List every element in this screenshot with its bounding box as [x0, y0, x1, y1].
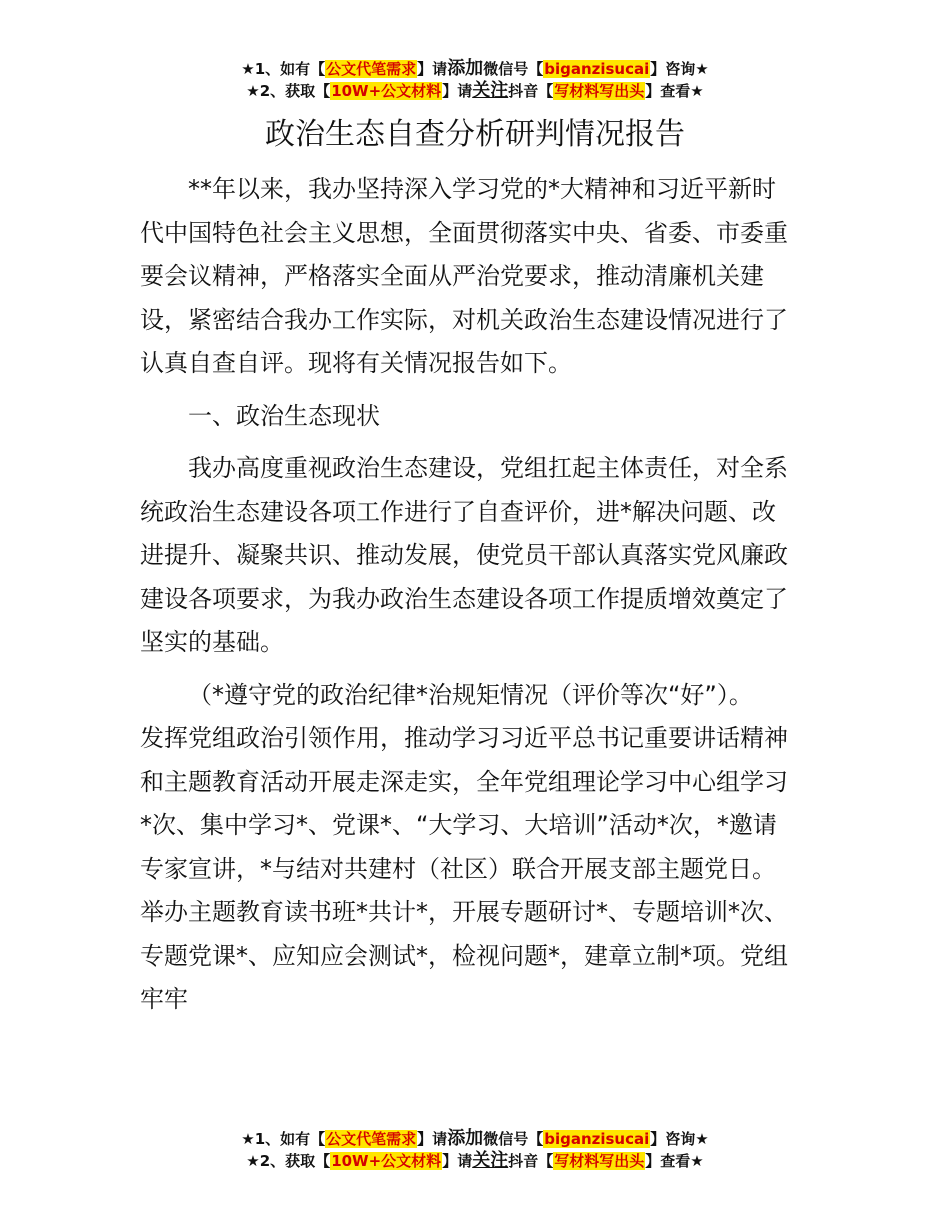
footer-banner — [0, 1128, 950, 1172]
header-banner-line-2: ★2、获取【10W+公文材料】请关注抖音【写材料写出头】查看★ — [246, 80, 704, 101]
star-icon: ★ — [690, 82, 704, 100]
document-title: 政治生态自查分析研判情况报告 — [265, 117, 685, 152]
star-icon: ★ — [695, 60, 709, 78]
star-icon: ★ — [246, 1152, 260, 1170]
star-icon: ★ — [695, 1130, 709, 1148]
highlight-wechat-id: biganzisucai — [544, 1130, 650, 1148]
highlight-service: 公文代笔需求 — [326, 60, 417, 78]
paragraph-discipline: （*遵守党的政治纪律*治规矩情况（评价等次“好”）。 发挥党组政治引领作用，推动学习习近平总书记重要讲话精神 和主题教育活动开展走深走实，全年党组理论学习中心组学习 *次、集中学习*、党课*、“大学习、大培训”活动*次，*邀请 专家宣讲，*与结对共建村（社区）联合开展支部主题党日。 举办主题教育读书班*共计*，开展专题研讨*、专题培训*次、 专题党课*、应知应会测试*，检视问题*，建章立制*项。党组 牢牢 — [140, 680, 788, 1013]
star-icon: ★ — [241, 60, 255, 78]
star-icon: ★ — [246, 82, 260, 100]
highlight-service: 公文代笔需求 — [326, 1130, 417, 1148]
star-icon: ★ — [690, 1152, 704, 1170]
highlight-materials: 10W+公文材料 — [331, 82, 442, 100]
highlight-wechat-id: biganzisucai — [544, 60, 650, 78]
document-body — [140, 168, 812, 1022]
paragraph-intro: **年以来，我办坚持深入学习党的*大精神和习近平新时 代中国特色社会主义思想，全面贯彻落实中央、省委、市委重 要会议精神，严格落实全面从严治党要求，推动清廉机关建 设，紧密结合我办工作实际，对机关政治生态建设情况进行了 认真自查自评。现将有关情况报告如下。 — [140, 175, 788, 377]
header-banner-line-1: ★1、如有【公文代笔需求】请添加微信号【biganzisucai】咨询★ — [241, 58, 709, 79]
highlight-douyin: 写材料写出头 — [554, 82, 645, 100]
star-icon: ★ — [241, 1130, 255, 1148]
section-heading-1: 一、政治生态现状 — [188, 401, 380, 430]
highlight-douyin: 写材料写出头 — [554, 1152, 645, 1170]
footer-banner-line-2: ★2、获取【10W+公文材料】请关注抖音【写材料写出头】查看★ — [246, 1150, 704, 1171]
footer-banner-line-1: ★1、如有【公文代笔需求】请添加微信号【biganzisucai】咨询★ — [241, 1128, 709, 1149]
highlight-materials: 10W+公文材料 — [331, 1152, 442, 1170]
paragraph-status: 我办高度重视政治生态建设，党组扛起主体责任，对全系 统政治生态建设各项工作进行了自查评价，进*解决问题、改 进提升、凝聚共识、推动发展，使党员干部认真落实党风廉政 建设各项要求，为我办政治生态建设各项工作提质增效奠定了 坚实的基础。 — [140, 454, 788, 656]
header-banner — [0, 58, 950, 102]
